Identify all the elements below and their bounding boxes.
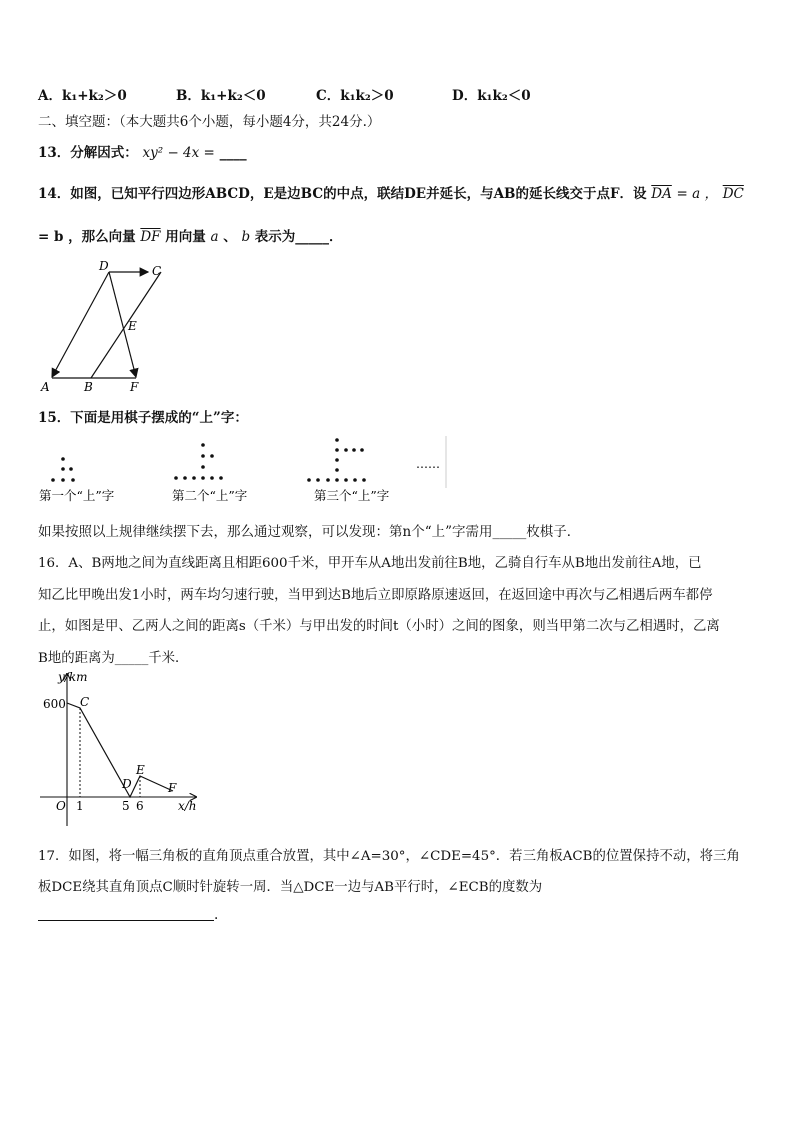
point-f: F xyxy=(168,781,177,795)
q13-label: 13．分解因式： xyxy=(38,145,138,161)
q14-vector-dc: $\overline{DC}$ xyxy=(722,186,744,202)
q17-answer-blank xyxy=(38,906,214,921)
label-a: A xyxy=(41,380,50,394)
option-b: B．k₁+k₂＜0 xyxy=(176,88,266,104)
point-d: D xyxy=(122,777,132,791)
caption-3: 第三个“上”字 xyxy=(314,488,390,503)
question-16-line3: 止，如图是甲、乙两人之间的距离s（千米）与甲出发的时间t（小时）之间的图象，则当甲第二次与乙相遇时，乙离 xyxy=(38,619,720,634)
x-tick-6: 6 xyxy=(136,799,144,813)
question-16-line4: B地的距离为_____千米． xyxy=(38,651,189,666)
q17-end: . xyxy=(214,907,219,923)
q14-text-2: = b ，那么向量 xyxy=(38,229,136,245)
section-heading: 二、填空题：（本大题共6个小题，每小题4分，共24分.） xyxy=(38,114,381,130)
x-tick-5: 5 xyxy=(122,799,130,813)
option-c: C．k₁k₂＞0 xyxy=(316,88,394,104)
q14-separator: 、 xyxy=(223,229,237,245)
label-f: F xyxy=(130,380,139,394)
question-17-answer xyxy=(38,906,218,923)
segment-cb xyxy=(91,272,161,378)
question-14-line1 xyxy=(38,182,744,202)
question-14-line2 xyxy=(38,225,343,245)
pattern-1 xyxy=(51,457,75,482)
parallelogram-figure xyxy=(36,258,176,398)
x-axis-label: x/h xyxy=(178,799,197,813)
point-e: E xyxy=(136,763,145,777)
question-15-followup: 如果按照以上规律继续摆下去，那么通过观察，可以发现：第n个“上”字需用_____枚棋子． xyxy=(38,524,581,540)
vector-da-line xyxy=(52,272,109,377)
pattern-3 xyxy=(307,438,366,482)
q14-text-3: 用向量 xyxy=(165,229,206,245)
question-16-line1: 16．A、B两地之间为直线距离且相距600千米，甲开车从A地出发前往B地，乙骑自行车从B地出发前往A地，已 xyxy=(38,556,702,571)
y-axis-label: y/km xyxy=(58,670,88,684)
q14-text-4: 表示为_____． xyxy=(254,229,343,245)
pattern-ellipsis: …… xyxy=(416,457,440,471)
label-c: C xyxy=(152,264,162,278)
q14-vector-da: $\overline{DA}$ xyxy=(651,186,672,202)
chess-pattern-figure xyxy=(36,432,456,510)
graph-line xyxy=(67,703,173,797)
point-c: C xyxy=(80,695,90,709)
question-17-line1: 17．如图，将一幅三角板的直角顶点重合放置，其中∠A=30°，∠CDE=45°．若三角板ACB的位置保持不动，将三角 xyxy=(38,849,740,864)
q14-eq-a: = a ， xyxy=(676,186,718,202)
q13-blank: ____ xyxy=(219,145,247,161)
label-d: D xyxy=(99,259,109,273)
question-13 xyxy=(38,141,247,161)
label-e: E xyxy=(128,319,137,333)
y-tick-600: 600 xyxy=(43,697,66,711)
caption-2: 第二个“上”字 xyxy=(172,488,248,503)
option-d: D．k₁k₂＜0 xyxy=(452,88,531,104)
pattern-2 xyxy=(174,443,223,480)
label-b: B xyxy=(84,380,93,394)
question-16-line2: 知乙比甲晚出发1小时，两车均匀速行驶，当甲到达B地后立即原路原速返回，在返回途中再次与乙相遇后两车都停 xyxy=(38,588,713,603)
q14-vector-df: $\overline{DF}$ xyxy=(140,229,161,245)
origin-label: O xyxy=(56,799,66,813)
q14-vector-a: a xyxy=(210,229,219,245)
caption-1: 第一个“上”字 xyxy=(39,488,115,503)
q14-vector-b: b xyxy=(241,229,251,245)
distance-time-graph xyxy=(36,668,206,830)
q14-text-1: 14．如图，已知平行四边形ABCD，E是边BC的中点，联结DE并延长，与AB的延长线交于点F．设 xyxy=(38,186,647,202)
option-a: A．k₁+k₂＞0 xyxy=(38,88,127,104)
q13-expression: xy² − 4x = xyxy=(142,145,215,161)
x-tick-1: 1 xyxy=(76,799,84,813)
question-15: 15．下面是用棋子摆成的“上”字： xyxy=(38,410,248,426)
question-17-line2: 板DCE绕其直角顶点C顺时针旋转一周．当△DCE一边与AB平行时，∠ECB的度数为 xyxy=(38,880,543,895)
